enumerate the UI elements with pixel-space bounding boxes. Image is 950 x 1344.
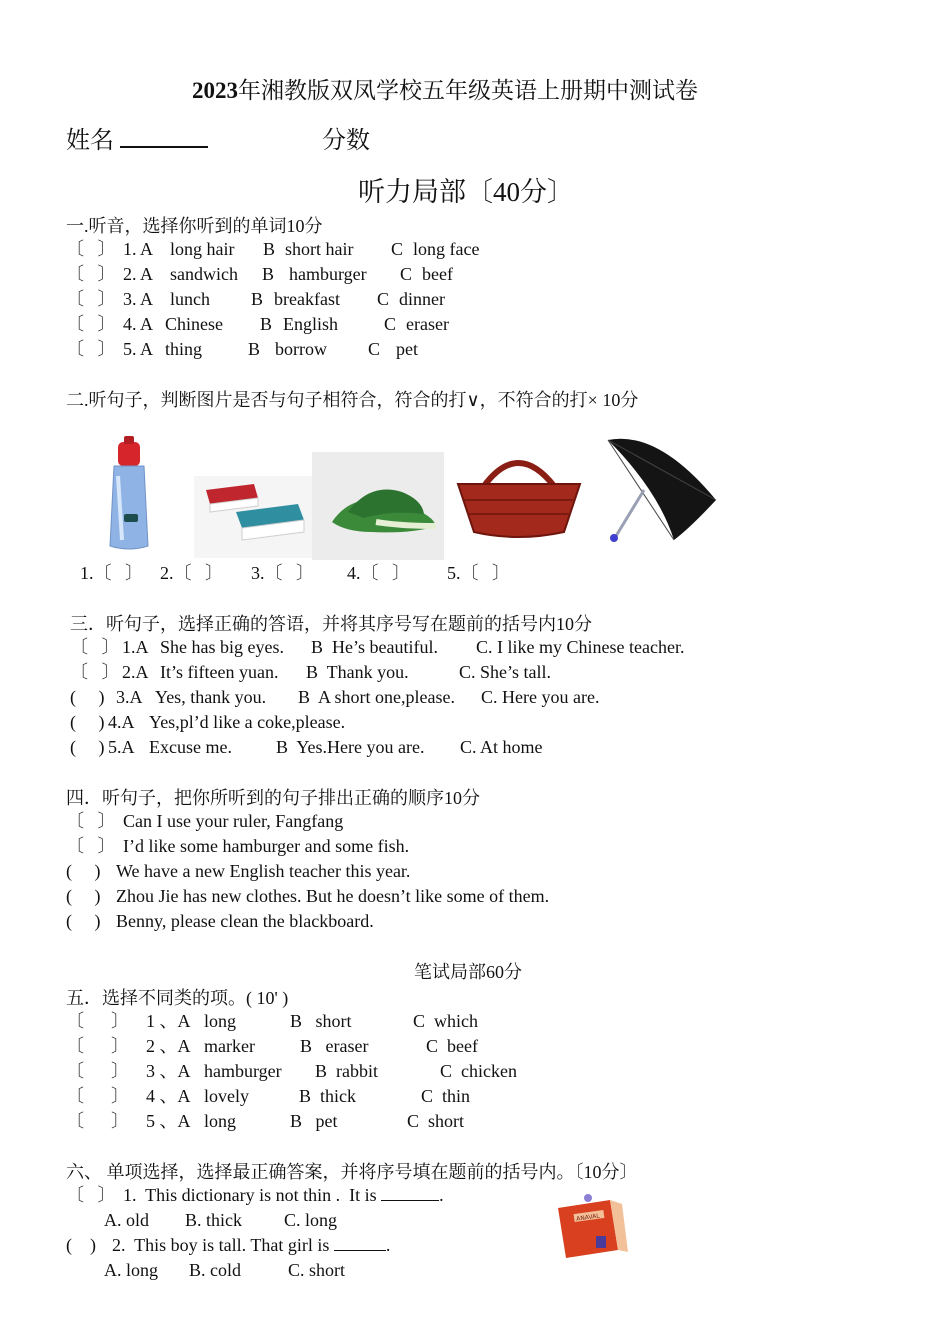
s1-bracket[interactable]: 〔 〕 xyxy=(66,289,116,309)
s2-answer-bracket[interactable]: 1.〔 〕 xyxy=(80,563,143,583)
s3-num: 3.A xyxy=(116,687,143,707)
s1-opt-a: lunch xyxy=(170,289,210,309)
s4-sentence: Benny, please clean the blackboard. xyxy=(116,911,374,931)
s2-answer-bracket[interactable]: 2.〔 〕 xyxy=(160,563,223,583)
s1-opt-c: long face xyxy=(413,239,480,259)
listening-header: 听力局部〔40分〕 xyxy=(358,177,574,207)
s1-opt-c-letter: C xyxy=(384,314,397,334)
s1-opt-b-letter: B xyxy=(251,289,264,309)
s6-q1-text: 1. This dictionary is not thin . It is xyxy=(123,1185,377,1205)
s1-opt-a: sandwich xyxy=(170,264,238,284)
s1-opt-b: breakfast xyxy=(274,289,340,309)
dictionary-cover-text: ANAVAL xyxy=(575,1212,601,1223)
s1-opt-c-letter: C xyxy=(377,289,390,309)
s5-opt-a: marker xyxy=(204,1036,255,1056)
s1-num: 5. A xyxy=(123,339,154,359)
s6-q2-opt-b: B. cold xyxy=(189,1260,241,1280)
s6-q1-opt-a: A. old xyxy=(104,1210,149,1230)
s4-sentence: Zhou Jie has new clothes. But he doesn’t like some of them. xyxy=(116,886,550,906)
s1-opt-b-letter: B xyxy=(260,314,273,334)
s6-q1-blank[interactable] xyxy=(381,1184,439,1201)
s3-bracket[interactable]: 〔 〕 xyxy=(70,662,120,682)
s3-num: 2.A xyxy=(122,662,149,682)
s4-sentence: I’d like some hamburger and some fish. xyxy=(123,836,410,856)
s1-opt-c-letter: C xyxy=(368,339,381,359)
s3-num: 4.A xyxy=(108,712,135,732)
s1-opt-a: long hair xyxy=(170,239,235,259)
s1-opt-c: pet xyxy=(396,339,418,359)
name-blank[interactable] xyxy=(120,126,208,148)
books-image xyxy=(194,476,312,558)
s5-opt-b: B thick xyxy=(299,1086,356,1106)
s6-q1-opt-b: B. thick xyxy=(185,1210,242,1230)
s5-opt-a: hamburger xyxy=(204,1061,282,1081)
s5-num: 1 、A xyxy=(146,1011,191,1031)
s3-opt-a: She has big eyes. xyxy=(160,637,284,657)
s1-opt-c: beef xyxy=(422,264,453,284)
s5-opt-b: B eraser xyxy=(300,1036,369,1056)
s3-opt-a: Yes, thank you. xyxy=(155,687,267,707)
s2-answer-bracket[interactable]: 5.〔 〕 xyxy=(447,563,510,583)
s1-num: 4. A xyxy=(123,314,154,334)
s3-opt-c: C. At home xyxy=(460,737,543,757)
s5-opt-b: B short xyxy=(290,1011,352,1031)
s3-opt-c: C. She’s tall. xyxy=(459,662,552,682)
s1-opt-b: English xyxy=(283,314,339,334)
s5-opt-c: C chicken xyxy=(440,1061,517,1081)
s5-opt-c: C beef xyxy=(426,1036,478,1056)
s3-bracket[interactable]: ( ) xyxy=(70,687,105,707)
s1-bracket[interactable]: 〔 〕 xyxy=(66,314,116,334)
s2-answer-bracket[interactable]: 4.〔 〕 xyxy=(347,563,410,583)
s6-q1-row: 1. This dictionary is not thin . It is . xyxy=(123,1185,444,1205)
basket-image xyxy=(454,446,584,556)
s3-bracket[interactable]: 〔 〕 xyxy=(70,637,120,657)
s5-bracket[interactable]: 〔 〕 xyxy=(66,1111,129,1131)
s4-bracket[interactable]: 〔 〕 xyxy=(66,836,116,856)
s1-opt-b: hamburger xyxy=(289,264,367,284)
section5-title: 五．选择不同类的项。( 10' ) xyxy=(66,988,289,1008)
s1-num: 1. A xyxy=(123,239,154,259)
s5-opt-a: lovely xyxy=(204,1086,249,1106)
s1-bracket[interactable]: 〔 〕 xyxy=(66,264,116,284)
s4-bracket[interactable]: ( ) xyxy=(66,911,101,931)
s5-num: 3 、A xyxy=(146,1061,191,1081)
s3-opt-b: B Yes.Here you are. xyxy=(276,737,425,757)
section6-title: 六、 单项选择，选择最正确答案，并将序号填在题前的括号内。〔10分〕 xyxy=(66,1162,638,1182)
title-text: 年湘教版双凤学校五年级英语上册期中测试卷 xyxy=(238,78,698,103)
s5-opt-c: C thin xyxy=(421,1086,471,1106)
dictionary-image xyxy=(552,1192,632,1260)
glue-bottle-image xyxy=(100,436,160,552)
s6-q2-text: 2. This boy is tall. That girl is xyxy=(112,1235,330,1255)
s6-q2-blank[interactable] xyxy=(334,1234,386,1251)
s5-opt-b: B pet xyxy=(290,1111,338,1131)
s1-opt-c-letter: C xyxy=(400,264,413,284)
s1-bracket[interactable]: 〔 〕 xyxy=(66,239,116,259)
s6-q1-opt-c: C. long xyxy=(284,1210,338,1230)
s1-bracket[interactable]: 〔 〕 xyxy=(66,339,116,359)
s1-num: 3. A xyxy=(123,289,154,309)
s3-opt-c: C. I like my Chinese teacher. xyxy=(476,637,685,657)
section2-title: 二.听句子，判断图片是否与句子相符合，符合的打∨，不符合的打× 10分 xyxy=(66,390,639,410)
s5-bracket[interactable]: 〔 〕 xyxy=(66,1036,129,1056)
s3-num: 5.A xyxy=(108,737,135,757)
s5-bracket[interactable]: 〔 〕 xyxy=(66,1061,129,1081)
s6-q2-opt-a: A. long xyxy=(104,1260,158,1280)
s5-opt-c: C which xyxy=(413,1011,478,1031)
section4-title: 四．听句子，把你所听到的句子排出正确的顺序10分 xyxy=(66,788,480,808)
s6-q2-opt-c: C. short xyxy=(288,1260,346,1280)
s6-q2-row: 2. This boy is tall. That girl is . xyxy=(112,1235,391,1255)
name-label: 姓名 xyxy=(66,128,114,154)
s1-opt-c: eraser xyxy=(406,314,449,334)
name-row xyxy=(66,120,208,155)
s5-bracket[interactable]: 〔 〕 xyxy=(66,1086,129,1106)
s1-opt-c-letter: C xyxy=(391,239,404,259)
s1-opt-b: borrow xyxy=(275,339,327,359)
s2-answer-bracket[interactable]: 3.〔 〕 xyxy=(251,563,314,583)
s1-opt-a: Chinese xyxy=(165,314,223,334)
s1-opt-b: short hair xyxy=(285,239,354,259)
s1-opt-b-letter: B xyxy=(248,339,261,359)
s4-bracket[interactable]: 〔 〕 xyxy=(66,811,116,831)
s1-opt-b-letter: B xyxy=(262,264,275,284)
s5-opt-a: long xyxy=(204,1111,237,1131)
s6-q1-bracket[interactable]: 〔 〕 xyxy=(66,1185,116,1205)
s4-bracket[interactable]: ( ) xyxy=(66,886,101,906)
s5-opt-b: B rabbit xyxy=(315,1061,378,1081)
section1-title: 一.听音，选择你听到的单词10分 xyxy=(66,216,323,236)
section3-title: 三．听句子，选择正确的答语，并将其序号写在题前的括号内10分 xyxy=(70,614,592,634)
s1-num: 2. A xyxy=(123,264,154,284)
s6-q2-bracket[interactable]: ( ) xyxy=(66,1235,96,1255)
s3-opt-a: Excuse me. xyxy=(149,737,232,757)
written-header: 笔试局部60分 xyxy=(414,962,522,982)
s1-opt-a: thing xyxy=(165,339,203,359)
s4-sentence: Can I use your ruler, Fangfang xyxy=(123,811,344,831)
s5-num: 4 、A xyxy=(146,1086,191,1106)
s3-num: 1.A xyxy=(122,637,149,657)
s4-sentence: We have a new English teacher this year. xyxy=(116,861,411,881)
page-title xyxy=(192,72,698,105)
umbrella-image xyxy=(598,430,718,550)
score-label: 分数 xyxy=(322,128,370,154)
s3-opt-b: B Thank you. xyxy=(306,662,409,682)
s3-bracket[interactable]: ( ) xyxy=(70,737,105,757)
vegetable-image xyxy=(312,452,444,560)
s3-opt-a: It’s fifteen yuan. xyxy=(160,662,279,682)
s5-bracket[interactable]: 〔 〕 xyxy=(66,1011,129,1031)
s3-bracket[interactable]: ( ) xyxy=(70,712,105,732)
s5-opt-c: C short xyxy=(407,1111,465,1131)
s3-opt-c: C. Here you are. xyxy=(481,687,600,707)
s3-opt-a: Yes,pl’d like a coke,please. xyxy=(149,712,346,732)
s4-bracket[interactable]: ( ) xyxy=(66,861,101,881)
s5-num: 2 、A xyxy=(146,1036,191,1056)
s1-opt-c: dinner xyxy=(399,289,445,309)
s1-opt-b-letter: B xyxy=(263,239,276,259)
s5-opt-a: long xyxy=(204,1011,237,1031)
s3-opt-b: B He’s beautiful. xyxy=(311,637,438,657)
s5-num: 5 、A xyxy=(146,1111,191,1131)
s3-opt-b: B A short one,please. xyxy=(298,687,455,707)
title-year: 2023 xyxy=(192,78,238,103)
